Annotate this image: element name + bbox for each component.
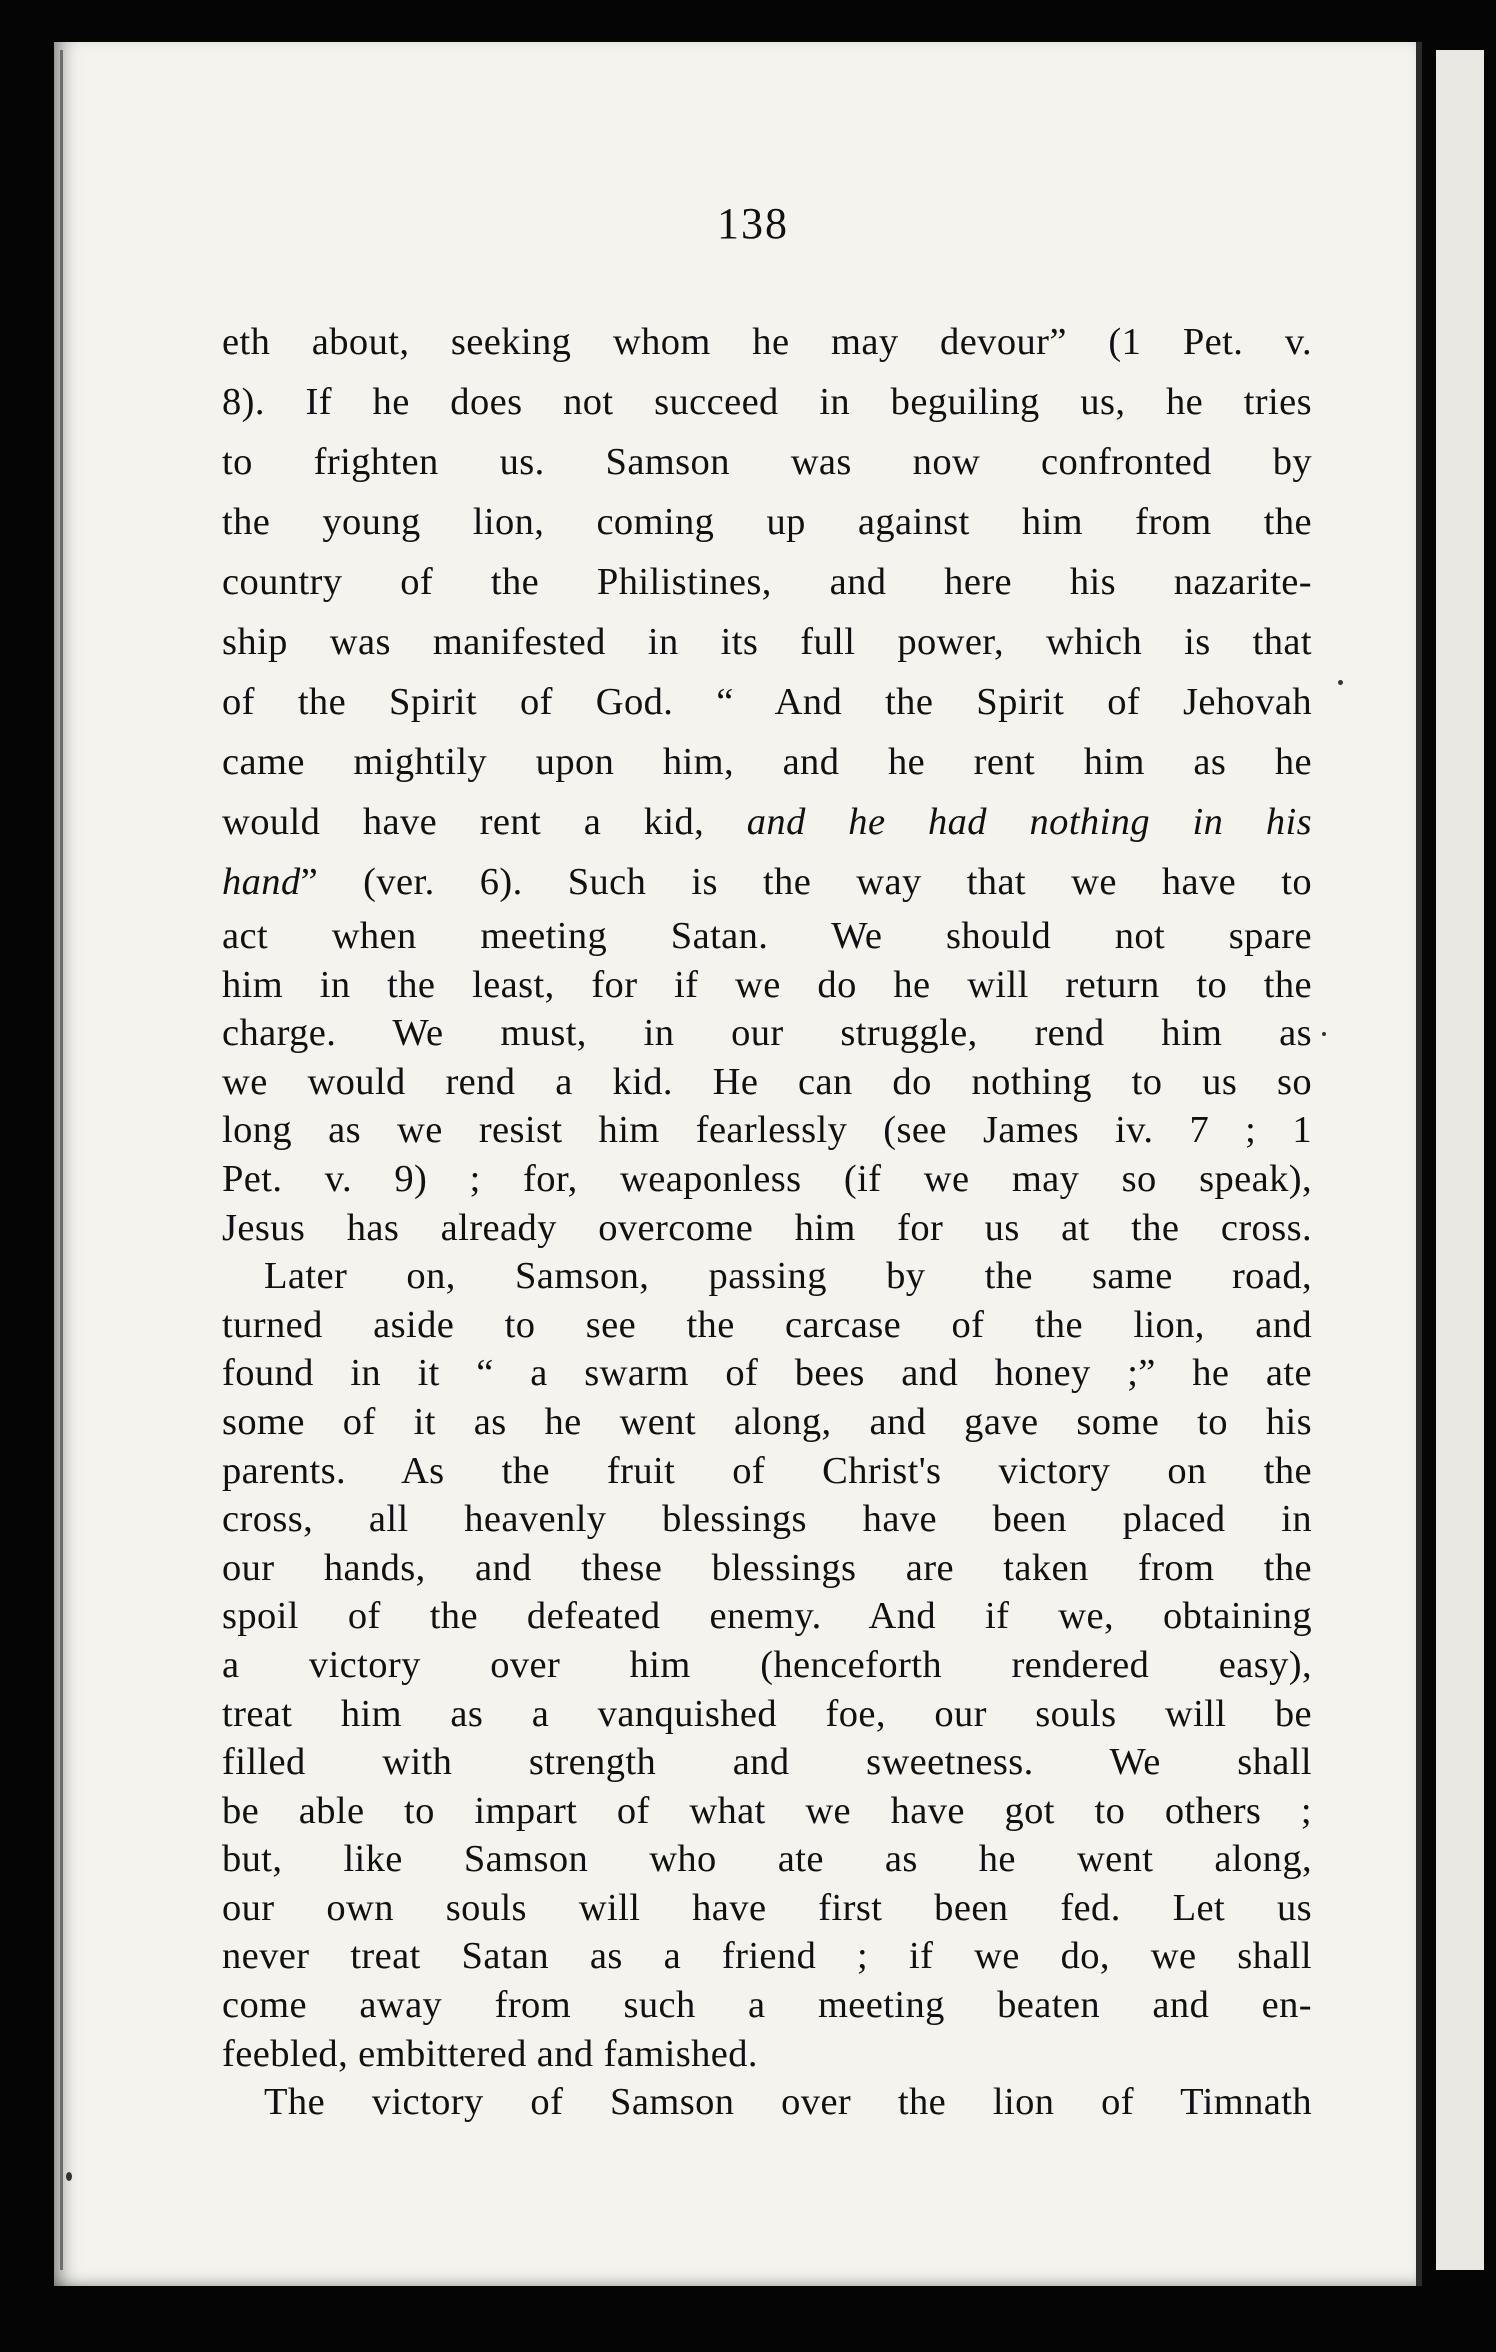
text-line: long as we resist him fearlessly (see James iv. 7 ; 1 (222, 1109, 1312, 1152)
text-line: found in it “ a swarm of bees and honey ;” he ate (222, 1352, 1312, 1395)
text-line: treat him as a vanquished foe, our souls will be (222, 1692, 1312, 1735)
book-page (54, 42, 1422, 2286)
paragraph-first-line: Later on, Samson, passing by the same road, (264, 1255, 1312, 1298)
text-line: of the Spirit of God. “ And the Spirit of Jehovah (222, 681, 1312, 723)
text-line: our own souls will have first been fed. Let us (222, 1886, 1312, 1929)
text-line: eth about, seeking whom he may devour” (1 Pet. v. (222, 321, 1312, 363)
text-line: came mightily upon him, and he rent him as he (222, 741, 1312, 783)
page-content (54, 42, 1416, 2286)
text-line: the young lion, coming up against him from the (222, 501, 1312, 543)
text-line: to frighten us. Samson was now confronted by (222, 441, 1312, 483)
text-line: turned aside to see the carcase of the lion, and (222, 1303, 1312, 1346)
text-line: him in the least, for if we do he will return to the (222, 963, 1312, 1006)
text-line: Pet. v. 9) ; for, weaponless (if we may so speak), (222, 1157, 1312, 1200)
text-line: be able to impart of what we have got to others ; (222, 1789, 1312, 1832)
text-line-with-italic (222, 852, 1312, 912)
text-line: 8). If he does not succeed in beguiling us, he tries (222, 381, 1312, 423)
text-line: we would rend a kid. He can do nothing to us so (222, 1060, 1312, 1103)
text-line: never treat Satan as a friend ; if we do, we shall (222, 1935, 1312, 1978)
text-line: come away from such a meeting beaten and en- (222, 1984, 1312, 2027)
text-line: parents. As the fruit of Christ's victory on the (222, 1449, 1312, 1492)
scan-speck (1322, 1032, 1326, 1036)
text-line: Jesus has already overcome him for us at the cross. (222, 1206, 1312, 1249)
scan-speck (1338, 680, 1343, 685)
text-line: filled with strength and sweetness. We shall (222, 1741, 1312, 1784)
italic-quote: and he had nothing in his (746, 801, 1312, 843)
text-line: cross, all heavenly blessings have been placed in (222, 1498, 1312, 1541)
body-text (222, 312, 1312, 2127)
italic-quote: hand (222, 861, 301, 903)
text-segment: ” (ver. 6). Such is the way that we have to (300, 861, 1312, 903)
adjacent-page-edge (1436, 50, 1484, 2270)
text-line: some of it as he went along, and gave some to his (222, 1400, 1312, 1443)
text-line: charge. We must, in our struggle, rend him as (222, 1012, 1312, 1055)
scan-speck (66, 2172, 72, 2181)
text-line: but, like Samson who ate as he went along, (222, 1838, 1312, 1881)
text-line: our hands, and these blessings are taken from the (222, 1546, 1312, 1589)
text-line: country of the Philistines, and here his nazarite- (222, 561, 1312, 603)
text-line: a victory over him (henceforth rendered easy), (222, 1643, 1312, 1686)
paragraph-last-line: feebled, embittered and famished. (222, 2032, 758, 2075)
text-line: spoil of the defeated enemy. And if we, obtaining (222, 1595, 1312, 1638)
text-line: act when meeting Satan. We should not spare (222, 915, 1312, 957)
page-edge-shadow (60, 50, 63, 2270)
text-line: ship was manifested in its full power, which is that (222, 621, 1312, 663)
paragraph-first-line: The victory of Samson over the lion of Timnath (264, 2081, 1312, 2124)
page-number: 138 (717, 199, 789, 248)
text-segment: would have rent a kid, (222, 801, 705, 843)
text-line-with-italic (222, 792, 1312, 852)
